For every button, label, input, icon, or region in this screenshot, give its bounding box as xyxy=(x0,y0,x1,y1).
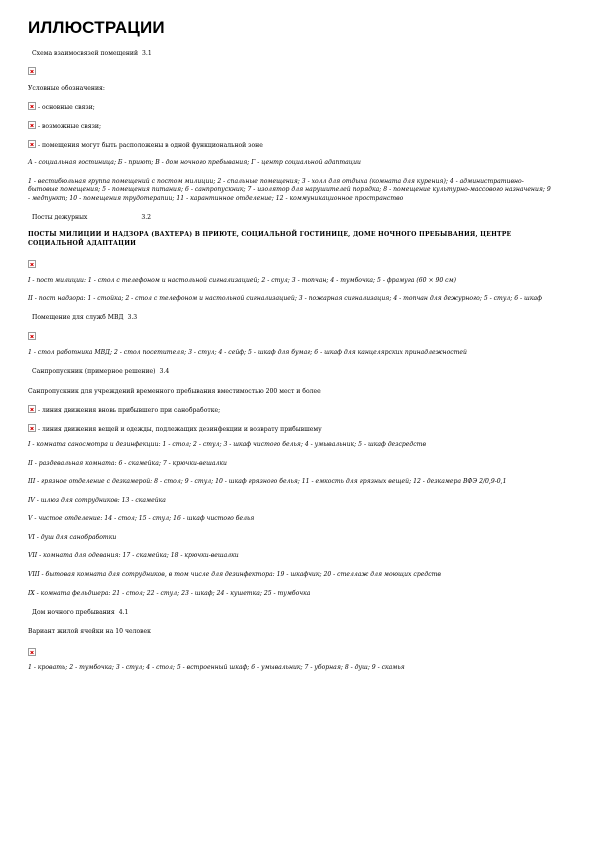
caption-text: Дом ночного пребывания xyxy=(32,609,115,617)
legend-item: - возможные связи; xyxy=(28,121,551,132)
broken-image-icon xyxy=(28,405,36,413)
figure-caption-3-3 xyxy=(28,314,551,323)
legend-item: - линия движения вновь прибывшего при санобработке; xyxy=(28,405,551,416)
types-paragraph: А - социальная гостиница; Б - приют; В - дом ночного пребывания; Г - центр социальной адаптации xyxy=(28,159,361,167)
broken-image-icon xyxy=(28,102,36,110)
sanitary-room-item: VII - комната для одевания: 17 - скамейка; 18 - крючки-вешалки xyxy=(28,552,239,560)
sanitary-room-item: V - чистое отделение: 14 - стол; 15 - стул; 16 - шкаф чистого белья xyxy=(28,515,255,523)
sanitary-room-item: VIII - бытовая комната для сотрудников, в том числе для дезинфектора: 19 - шкафчик; 20 - стеллаж для моющих средств xyxy=(28,571,441,579)
sanitary-room-item: VI - душ для санобработки xyxy=(28,533,117,541)
variant-text: Вариант жилой ячейки на 10 человек xyxy=(28,627,151,635)
sanitary-room-item: IV - шлюз для сотрудников: 13 - скамейка xyxy=(28,496,166,504)
image-placeholder xyxy=(28,330,551,340)
caption-number: 3.1 xyxy=(142,50,152,57)
caption-text: Схема взаимосвязей помещений xyxy=(32,50,139,57)
sanitary-room-item: I - комната саносмотра и дезинфекции: 1 - стол; 2 - стул; 3 - шкаф чистого белья; 4 - умывальник; 5 - шкаф дезсредств xyxy=(28,440,427,448)
image-placeholder xyxy=(28,258,551,268)
sanitary-room-item: II - раздевальная комната: 6 - скамейка; 7 - крючки-вешалки xyxy=(28,459,227,467)
caption-number: 4.1 xyxy=(118,609,129,617)
legend-item: - основные связи; xyxy=(28,102,551,113)
broken-image-icon xyxy=(28,121,36,129)
page-title: ИЛЛЮСТРАЦИИ xyxy=(28,18,165,37)
sanitary-room-item: IX - комната фельдшера: 21 - стол; 22 - стул; 23 - шкаф; 24 - кушетка; 25 - тумбочка xyxy=(28,589,311,597)
mvd-paragraph: 1 - стол работника МВД; 2 - стол посетителя; 3 - стул; 4 - сейф; 5 - шкаф для бумаг; 6 - шкаф для канцелярских принадлежностей xyxy=(28,349,467,357)
broken-image-icon xyxy=(28,140,36,148)
caption-text: Помещение для служб МВД xyxy=(32,313,124,321)
caption-number: 3.4 xyxy=(159,367,170,375)
rooms-paragraph: 1 - вестибюльная группа помещений с постом милиции; 2 - спальные помещения; 3 - холл для отдыха (комната для курения); 4 - административно-бытовые помещения; 5 - помещения питания; 6 - санпропускник; 7 - изолятор для нарушителей порядка; 8 - помещение культурно-массового назначения; 9 - медпункт; 10 - помещения трудотерапии; 11 - карантинное отделение; 12 - коммуникационное пространство xyxy=(28,177,551,202)
caption-number: 3.3 xyxy=(127,313,138,321)
caption-text: Санпропускник (примерное решение) xyxy=(32,367,156,375)
sanitary-title: Санпропускник для учреждений временного пребывания вместимостью 200 мест и более xyxy=(28,388,321,396)
broken-image-icon xyxy=(28,424,36,432)
post-i-paragraph: I - пост милиции: 1 - стол с телефоном и настольной сигнализацией; 2 - стул; 3 - топчан; 4 - тумбочка; 5 - фрамуга (60 × 90 см) xyxy=(28,277,457,285)
broken-image-icon xyxy=(28,260,36,268)
legend-title: Условные обозначения: xyxy=(28,84,105,92)
figure-caption-3-4 xyxy=(28,368,551,377)
cell-paragraph: 1 - кровать; 2 - тумбочка; 3 - стул; 4 - стол; 5 - встроенный шкаф; 6 - умывальник; 7 - уборная; 8 - душ; 9 - скамья xyxy=(28,664,405,672)
legend-item: - линия движения вещей и одежды, подлежащих дезинфекции и возврату прибывшему xyxy=(28,424,551,435)
broken-image-icon xyxy=(28,648,36,656)
section-heading: ПОСТЫ МИЛИЦИИ И НАДЗОРА (ВАХТЕРА) В ПРИЮТЕ, СОЦИАЛЬНОЙ ГОСТИНИЦЕ, ДОМЕ НОЧНОГО ПРЕБЫВАНИЯ, ЦЕНТРЕ СОЦИАЛЬНОЙ АДАПТАЦИИ xyxy=(28,231,512,247)
figure-caption-3-2 xyxy=(28,214,551,223)
image-placeholder xyxy=(28,646,551,656)
image-placeholder xyxy=(28,66,551,76)
post-ii-paragraph: II - пост надзора: 1 - стойка; 2 - стол с телефоном и настольной сигнализацией; 3 - пожарная сигнализация; 4 - топчан для дежурного; 5 - стул; 6 - шкаф xyxy=(28,294,542,302)
caption-number: 3.2 xyxy=(141,213,152,221)
sanitary-room-item: III - грязное отделение с дезкамерой: 8 - стол; 9 - стул; 10 - шкаф грязного белья; 11 - емкость для грязных вещей; 12 - дезкамера ВФЭ 2/0,9-0,1 xyxy=(28,478,507,486)
legend-item: - помещения могут быть расположены в одной функциональной зоне xyxy=(28,140,551,151)
figure-caption-3-1 xyxy=(28,50,551,59)
figure-caption-4-1 xyxy=(28,609,551,618)
broken-image-icon xyxy=(28,332,36,340)
caption-text: Посты дежурных xyxy=(32,213,88,221)
broken-image-icon xyxy=(28,67,36,75)
